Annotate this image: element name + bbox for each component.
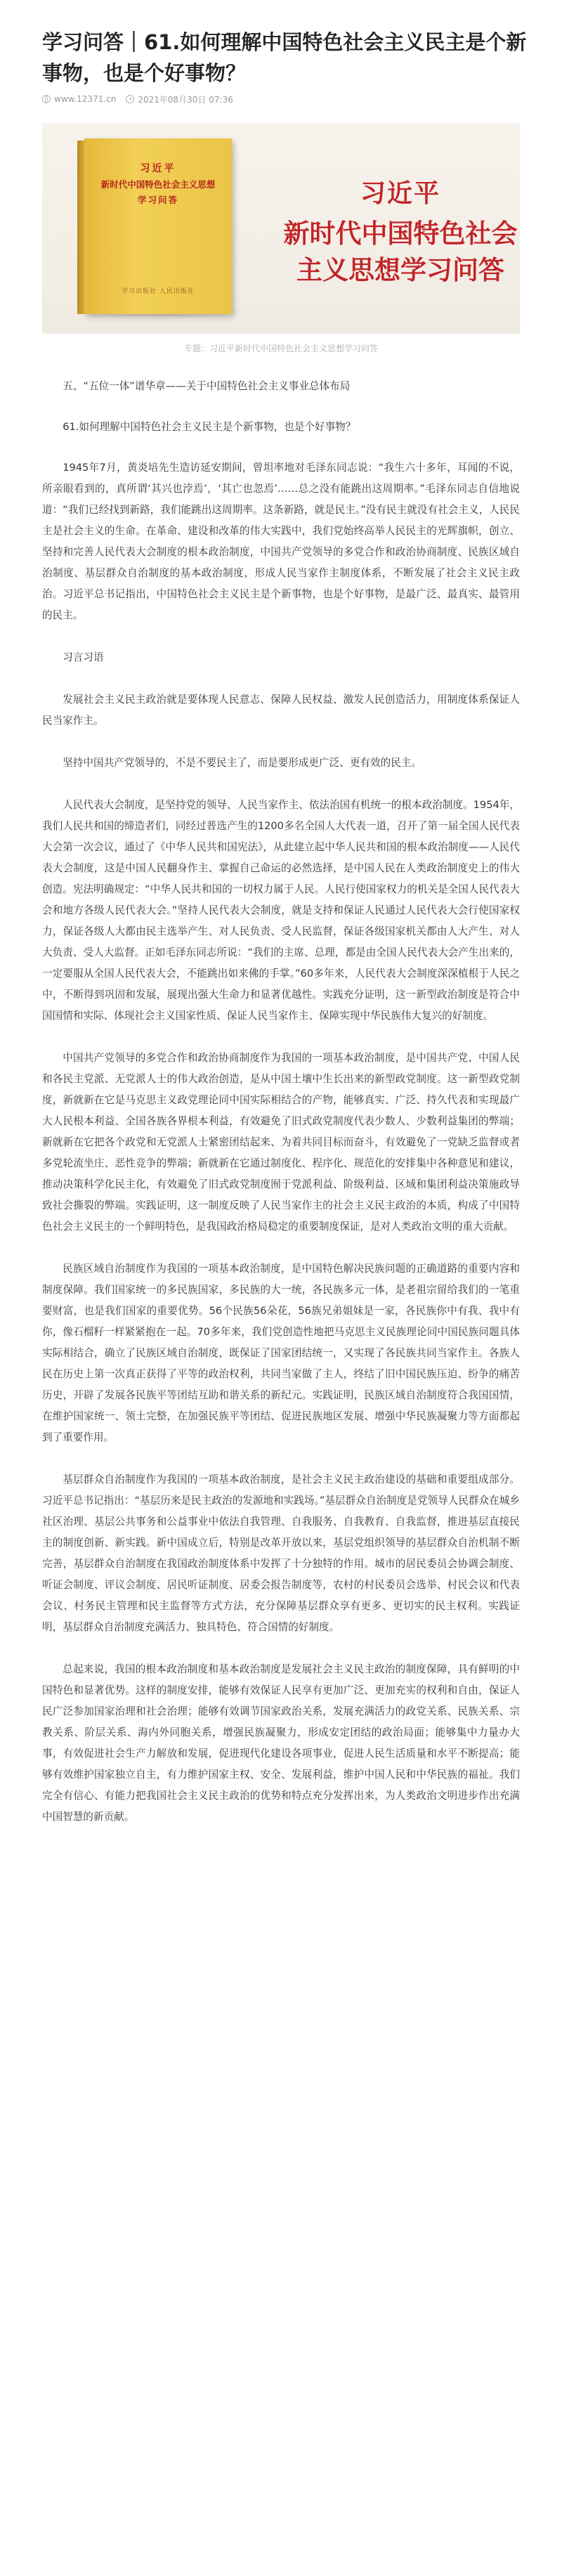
paragraph-grassroots-autonomy: 基层群众自治制度作为我国的一项基本政治制度，是社会主义民主政治建设的基础和重要组成部分。习近平总书记指出：“基层历来是民主政治的发源地和实践场。”基层群众自治制度是党领导人民群众在城乡社区治理、基层公共事务和公益事业中依法自我管理、自我服务、自我教育、自我监督，推进基层直接民主的制度创新、新实践。新中国成立后，特别是改革开放以来，基层党组织领导的基层群众自治机制不断完善，基层群众自治制度在我国政治制度体系中发挥了十分独特的作用。城市的居民委员会协调会制度、听证会制度、评议会制度、居民听证制度、居委会报告制度等，农村的村民委员会选举、村民会议和代表会议、村务民主管理和民主监督等方式方法，充分保障基层群众享有更多、更切实的民主权利。实践证明，基层群众自治制度充满活力、独具特色、符合国情的好制度。 xyxy=(42,1474,520,1633)
book-cover-title-2: 新时代中国特色社会主义思想 xyxy=(100,179,216,190)
paragraph-multiparty-system: 中国共产党领导的多党合作和政治协商制度作为我国的一项基本政治制度，是中国共产党、中国人民和各民主党派、无党派人士的伟大政治创造，是从中国土壤中生长出来的新型政党制度。这一新型政党制度，新就新在它是马克思主义政党理论同中国实际相结合的产物，能够真实、广泛、持久代表和实现最广大人民根本利益、全国各族各界根本利益，有效避免了旧式政党制度代表少数人、少数利益集团的弊端；新就新在它把各个政党和无党派人士紧密团结起来、为着共同目标而奋斗，有效避免了一党缺乏监督或者多党轮流坐庄、恶性竞争的弊端；新就新在它通过制度化、程序化、规范化的安排集中各种意见和建议，推动决策科学化民主化，有效避免了旧式政党制度囿于党派利益、阶级利益、区域和集团利益决策施政导致社会撕裂的弊端。实践证明，这一制度反映了人民当家作主的社会主义民主政治的本质，构成了中国特色社会主义民主的一个鲜明特色，是我国政治格局稳定的重要制度保证，是对人类政治文明的重大贡献。 xyxy=(42,1052,520,1232)
paragraph-ethnic-autonomy: 民族区域自治制度作为我国的一项基本政治制度，是中国特色解决民族问题的正确道路的重要内容和制度保障。我们国家统一的多民族国家，多民族的大一统，各民族多元一体，是老祖宗留给我们的一笔重要财富，也是我们国家的重要优势。56个民族56朵花，56族兄弟姐妹是一家，各民族你中有我、我中有你，像石榴籽一样紧紧抱在一起。70多年来，我们党创造性地把马克思主义民族理论同中国民族问题具体实际相结合，确立了民族区域自治制度，既保证了国家团结统一，又实现了各民族共同当家作主。各族人民在历史上第一次真正获得了平等的政治权利，共同当家做了主人，终结了旧中国民族压迫、纷争的痛苦历史，开辟了发展各民族平等团结互助和谐关系的新纪元。实践证明，民族区域自治制度符合我国国情，在维护国家统一、领土完整，在加强民族平等团结、促进民族地区发展、增强中华民族凝聚力等方面都起到了重要作用。 xyxy=(42,1263,520,1443)
question-heading: 61.如何理解中国特色社会主义民主是个新事物，也是个好事物？ xyxy=(63,421,356,433)
study-quotes-heading: 习言习语 xyxy=(63,651,104,663)
article-body xyxy=(42,376,520,1849)
banner-heading-2: 新时代中国特色社会主义思想学习问答 xyxy=(283,219,518,285)
globe-icon xyxy=(42,95,51,103)
article-meta xyxy=(42,91,233,107)
section-heading: 五、“五位一体”谱华章——关于中国特色社会主义事业总体布局 xyxy=(63,380,351,392)
banner-heading-1: 习近平 xyxy=(360,179,440,208)
paragraph-conclusion: 总起来说，我国的根本政治制度和基本政治制度是发展社会主义民主政治的制度保障，具有鲜明的中国特色和显著优势。这样的制度安排，能够有效保证人民享有更加广泛、更加充实的权利和自由，保证人民广泛参加国家治理和社会治理；能够有效调节国家政治关系，发展充满活力的政党关系、民族关系、宗教关系、阶层关系、海内外同胞关系，增强民族凝聚力，形成安定团结的政治局面；能够集中力量办大事，有效促进社会生产力解放和发展，促进现代化建设各项事业，促进人民生活质量和水平不断提高；能够有效维护国家独立自主，有力维护国家主权、安全、发展利益，维护中国人民和中华民族的福祉。我们完全有信心、有能力把我国社会主义民主政治的优势和特点充分发挥出来，为人类政治文明进步作出充满中国智慧的新贡献。 xyxy=(42,1663,520,1823)
article-title: 学习问答｜61.如何理解中国特色社会主义民主是个新事物，也是个好事物？ xyxy=(42,30,527,85)
clock-icon xyxy=(126,95,134,103)
publish-datetime: 2021年08月30日 07:36 xyxy=(138,94,233,105)
paragraph-intro: 1945年7月，黄炎培先生造访延安期间，曾坦率地对毛泽东同志说：“我生六十多年，耳闻的不说，所亲眼看到的，真所谓‘其兴也浡焉’，‘其亡也忽焉’……总之没有能跳出这周期率。”毛泽东同志自信地说道：“我们已经找到新路，我们能跳出这周期率。这条新路，就是民主。”没有民主就没有社会主义，人民民主是社会主义的生命。在革命、建设和改革的伟大实践中，我们党始终高举人民民主的光辉旗帜，创立、坚持和完善人民代表大会制度的根本政治制度，中国共产党领导的多党合作和政治协商制度、民族区域自治制度、基层群众自治制度的基本政治制度，形成人民当家作主制度体系，不断发展了社会主义民主政治。习近平总书记指出，中国特色社会主义民主是个新事物，也是个好事物，是最广泛、最真实、最管用的民主。 xyxy=(42,462,520,621)
banner-caption[interactable]: 专题：习近平新时代中国特色社会主义思想学习问答 xyxy=(183,344,378,353)
book-cover-title-1: 习近平 xyxy=(140,163,176,174)
book-banner[interactable] xyxy=(42,123,520,334)
book-cover-title-3: 学习问答 xyxy=(137,195,178,205)
book-cover xyxy=(84,138,232,314)
paragraph-npc-system: 人民代表大会制度，是坚持党的领导、人民当家作主、依法治国有机统一的根本政治制度。1954年，我们人民共和国的缔造者们，同经过普选产生的1200多名全国人大代表一道，召开了第一届全国人民代表大会第一次会议，通过了《中华人民共和国宪法》，从此建立起中华人民共和国的根本政治制度——人民代表大会制度，这是中国人民翻身作主、掌握自己命运的必然选择，是中国人民在人类政治制度史上的伟大创造。宪法明确规定：“中华人民共和国的一切权力属于人民。人民行使国家权力的机关是全国人民代表大会和地方各级人民代表大会。”坚持人民代表大会制度，就是支持和保证人民通过人民代表大会行使国家权力，保证各级人大都由民主选举产生、对人民负责、受人民监督，保证各级国家机关都由人大产生、对人大负责、受人大监督。正如毛泽东同志所说：“我们的主席、总理，都是由全国人民代表大会产生出来的，一定要服从全国人民代表大会，不能跳出如来佛的手掌。”60多年来，人民代表大会制度深深植根于人民之中，不断得到巩固和发展，展现出强大生命力和显著优越性。实践充分证明，这一新型政治制度是符合中国国情和实际、体现社会主义国家性质、保证人民当家作主、保障实现中华民族伟大复兴的好制度。 xyxy=(42,799,520,1022)
quote-2: 坚持中国共产党领导的，不是不要民主了，而是要形成更广泛、更有效的民主。 xyxy=(63,757,422,769)
quote-1: 发展社会主义民主政治就是要体现人民意志、保障人民权益、激发人民创造活力，用制度体系保证人民当家作主。 xyxy=(42,694,520,727)
book-publisher: 学习出版社 人民出版社 xyxy=(122,288,195,295)
source-link[interactable]: www.12371.cn xyxy=(54,94,117,104)
